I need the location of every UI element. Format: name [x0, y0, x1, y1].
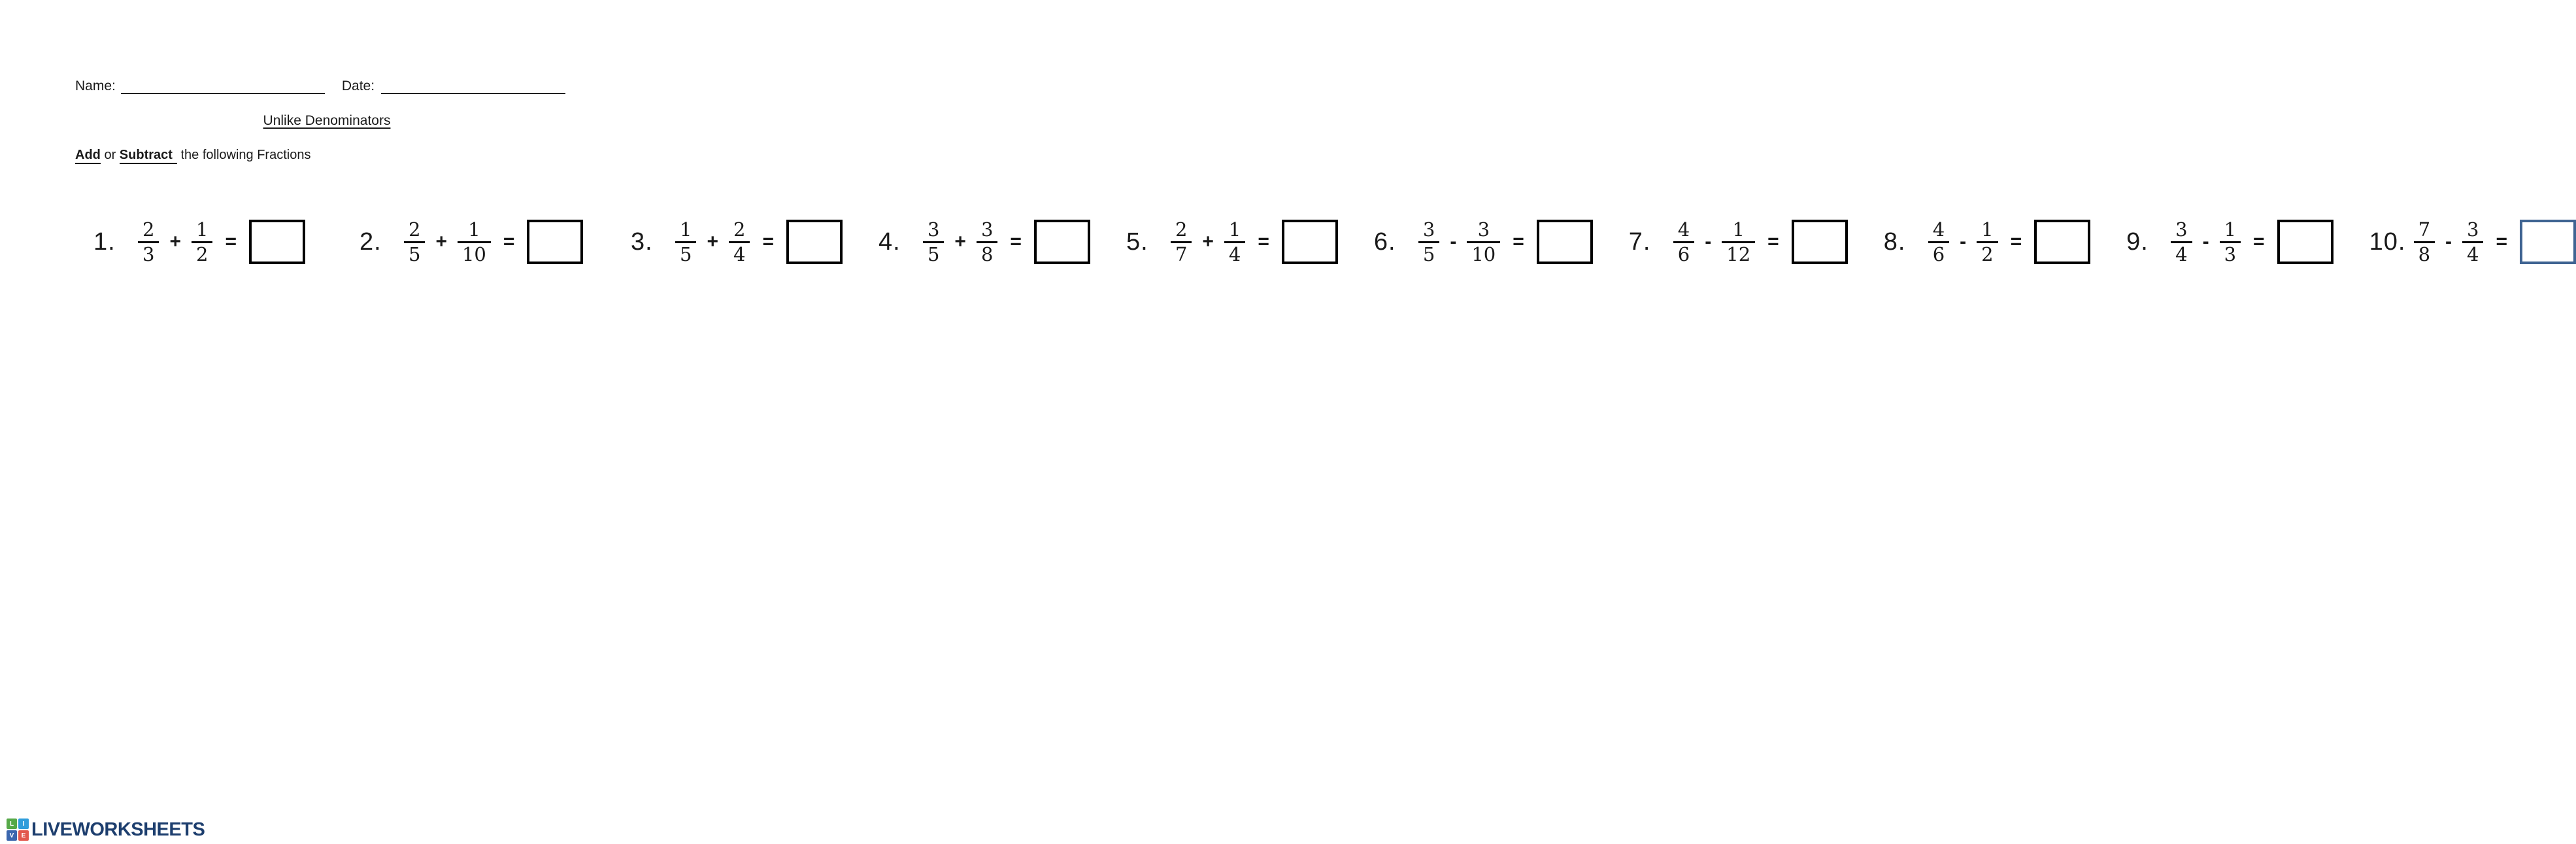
logo-square-v: V	[7, 830, 17, 841]
problem-number: 2.	[360, 228, 382, 256]
fraction-second	[2220, 220, 2241, 264]
equals-sign: =	[2010, 231, 2022, 252]
fraction-denominator: 3	[142, 243, 155, 265]
fraction-denominator: 5	[409, 243, 421, 265]
fraction-numerator: 2	[404, 220, 425, 243]
operator-sign: +	[435, 231, 447, 252]
answer-input[interactable]	[249, 220, 305, 264]
instruction-or: or	[100, 148, 120, 162]
logo-square-e: E	[18, 830, 29, 841]
problem-number: 9.	[2126, 228, 2149, 256]
fraction-numerator: 1	[2220, 220, 2241, 243]
fraction-numerator: 1	[1224, 220, 1245, 243]
answer-input[interactable]	[2277, 220, 2333, 264]
fraction-denominator: 12	[1726, 243, 1751, 265]
date-label: Date:	[341, 78, 375, 93]
problem-7	[1629, 187, 1848, 297]
date-blank-line[interactable]	[381, 77, 565, 94]
fraction-denominator: 8	[2418, 243, 2431, 265]
answer-input[interactable]	[1034, 220, 1090, 264]
fraction-first	[1171, 220, 1192, 264]
problems-grid	[93, 187, 2576, 297]
problem-number: 6.	[1373, 228, 1396, 256]
fraction-first	[923, 220, 944, 264]
fraction-first	[1928, 220, 1949, 264]
equals-sign: =	[2496, 231, 2507, 252]
equals-sign: =	[1010, 231, 1022, 252]
brand-name: LIVEWORKSHEETS	[31, 819, 205, 840]
name-date-row	[75, 77, 578, 94]
fraction-second	[1722, 220, 1755, 264]
fraction-first	[1418, 220, 1439, 264]
fraction-second	[2462, 220, 2483, 264]
equals-sign: =	[1767, 231, 1779, 252]
fraction-numerator: 2	[1171, 220, 1192, 243]
fraction-denominator: 8	[980, 243, 994, 265]
equals-sign: =	[1258, 231, 1269, 252]
fraction-second	[1224, 220, 1245, 264]
liveworksheets-logo-icon	[7, 819, 29, 841]
fraction-second	[458, 220, 491, 264]
problem-1	[93, 187, 324, 297]
fraction-numerator: 1	[192, 220, 212, 243]
fraction-denominator: 4	[1228, 243, 1241, 265]
fraction-first	[2171, 220, 2192, 264]
problem-5	[1126, 187, 1338, 297]
fraction-numerator: 3	[1467, 220, 1500, 243]
fraction-numerator: 2	[729, 220, 750, 243]
fraction-numerator: 4	[1673, 220, 1694, 243]
answer-input[interactable]	[786, 220, 843, 264]
operator-sign: -	[2445, 231, 2452, 252]
answer-input[interactable]	[2034, 220, 2090, 264]
fraction-numerator: 1	[675, 220, 696, 243]
fraction-first	[138, 220, 159, 264]
operator-sign: -	[1705, 231, 1712, 252]
problem-9	[2126, 187, 2333, 297]
fraction-second	[1977, 220, 1998, 264]
fraction-numerator: 3	[923, 220, 944, 243]
operator-sign: +	[707, 231, 718, 252]
fraction-numerator: 7	[2414, 220, 2435, 243]
answer-input[interactable]	[1792, 220, 1848, 264]
fraction-denominator: 4	[733, 243, 746, 265]
fraction-numerator: 3	[977, 220, 997, 243]
problem-number: 10.	[2369, 228, 2406, 256]
problem-10	[2369, 187, 2576, 297]
fraction-first	[1673, 220, 1694, 264]
equals-sign: =	[2253, 231, 2265, 252]
problem-number: 3.	[631, 228, 653, 256]
fraction-denominator: 6	[1677, 243, 1690, 265]
fraction-denominator: 2	[1981, 243, 1994, 265]
problem-8	[1884, 187, 2090, 297]
answer-input[interactable]	[527, 220, 583, 264]
answer-input[interactable]	[1282, 220, 1338, 264]
fraction-numerator: 3	[1418, 220, 1439, 243]
problem-3	[631, 187, 843, 297]
fraction-denominator: 5	[927, 243, 940, 265]
fraction-numerator: 4	[1928, 220, 1949, 243]
fraction-numerator: 1	[458, 220, 491, 243]
fraction-numerator: 1	[1722, 220, 1755, 243]
fraction-numerator: 2	[138, 220, 159, 243]
operator-sign: +	[954, 231, 966, 252]
fraction-first	[2414, 220, 2435, 264]
instruction-subtract: Subtract	[120, 148, 177, 164]
name-label: Name:	[75, 78, 116, 93]
problem-number: 7.	[1628, 228, 1651, 256]
liveworksheets-footer	[7, 819, 205, 841]
operator-sign: -	[2202, 231, 2209, 252]
instruction-line	[75, 148, 310, 163]
page-title: Unlike Denominators	[263, 113, 391, 128]
fraction-denominator: 4	[2467, 243, 2479, 265]
fraction-denominator: 4	[2175, 243, 2188, 265]
equals-sign: =	[225, 231, 237, 252]
logo-square-i: I	[18, 819, 29, 829]
fraction-second	[1467, 220, 1500, 264]
fraction-denominator: 5	[680, 243, 692, 265]
fraction-denominator: 3	[2224, 243, 2237, 265]
answer-input[interactable]	[1537, 220, 1593, 264]
equals-sign: =	[503, 231, 515, 252]
problem-6	[1374, 187, 1593, 297]
name-blank-line[interactable]	[121, 77, 325, 94]
problem-number: 4.	[878, 228, 901, 256]
instruction-add: Add	[75, 148, 101, 164]
fraction-numerator: 1	[1977, 220, 1998, 243]
fraction-denominator: 5	[1422, 243, 1435, 265]
problem-number: 5.	[1126, 228, 1148, 256]
fraction-second	[729, 220, 750, 264]
logo-square-l: L	[7, 819, 17, 829]
fraction-denominator: 6	[1932, 243, 1945, 265]
answer-input-focused[interactable]	[2520, 220, 2576, 264]
fraction-second	[977, 220, 997, 264]
operator-sign: -	[1960, 231, 1967, 252]
fraction-numerator: 3	[2171, 220, 2192, 243]
fraction-numerator: 3	[2462, 220, 2483, 243]
fraction-first	[404, 220, 425, 264]
equals-sign: =	[762, 231, 774, 252]
operator-sign: +	[1202, 231, 1214, 252]
problem-2	[360, 187, 595, 297]
fraction-second	[192, 220, 212, 264]
equals-sign: =	[1513, 231, 1524, 252]
instruction-rest: the following Fractions	[176, 148, 311, 162]
problem-number: 1.	[93, 228, 116, 256]
problem-number: 8.	[1883, 228, 1906, 256]
operator-sign: +	[169, 231, 181, 252]
problem-4	[878, 187, 1090, 297]
fraction-denominator: 2	[195, 243, 209, 265]
operator-sign: -	[1450, 231, 1457, 252]
fraction-denominator: 7	[1175, 243, 1188, 265]
fraction-first	[675, 220, 696, 264]
fraction-denominator: 10	[461, 243, 486, 265]
fraction-denominator: 10	[1471, 243, 1496, 265]
